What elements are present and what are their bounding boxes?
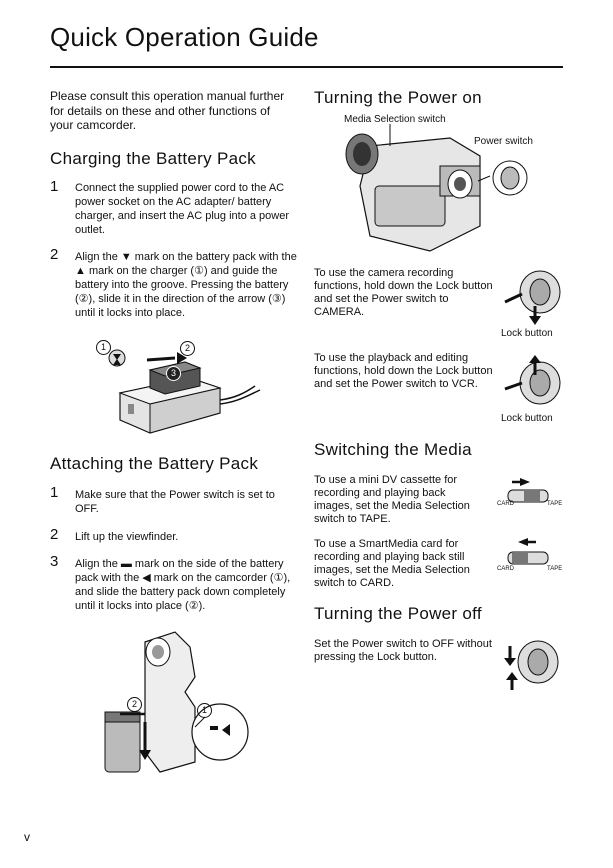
power-off-heading: Turning the Power off xyxy=(314,604,482,623)
card-switch-card-label: CARD xyxy=(497,566,515,572)
battery-charger-illustration xyxy=(95,338,265,440)
switch-card-text: To use a SmartMedia card for recording and playing back still images, set the Media Selection switch to CARD. xyxy=(314,538,470,589)
attaching-step-3-text: Align the ▬ mark on the side of the battery pack with the ◀ mark on the camcorder (①), and slide the battery pack down completely until it locks into place (②). xyxy=(75,558,291,612)
power-off-text: Set the Power switch to OFF without pressing the Lock button. xyxy=(314,638,492,663)
power-dial-off-illustration xyxy=(500,638,560,693)
power-switch-label: Power switch xyxy=(474,136,533,147)
charging-step-2-text: Align the ▼ mark on the battery pack with the ▲ mark on the charger (①) and guide the battery into the groove. Pressing the battery (②), slide it in the direction of the arrow (③) until it locks into place. xyxy=(75,251,297,319)
card-switch-tape-label: TAPE xyxy=(547,566,563,572)
power-dial-vcr-illustration xyxy=(505,355,565,410)
attaching-step-2-num: 2 xyxy=(50,526,59,543)
charging-heading: Charging the Battery Pack xyxy=(50,149,256,168)
charging-callout-3: 3 xyxy=(166,366,181,381)
attaching-heading: Attaching the Battery Pack xyxy=(50,454,259,473)
power-dial-camera-illustration xyxy=(505,270,565,325)
page-number: v xyxy=(24,830,30,844)
battery-attach-illustration xyxy=(100,632,250,777)
charging-callout-2: 2 xyxy=(180,341,195,356)
attaching-callout-1: 1 xyxy=(197,703,212,718)
power-on-heading: Turning the Power on xyxy=(314,88,482,107)
intro-text: Please consult this operation manual further for details on these and other functions of your camcorder. xyxy=(50,89,285,132)
camcorder-illustration xyxy=(340,126,550,256)
attaching-step-3-num: 3 xyxy=(50,553,59,570)
power-camera-text: To use the camera recording functions, hold down the Lock button and set the Power switch to CAMERA. xyxy=(314,267,493,318)
attaching-step-2-text: Lift up the viewfinder. xyxy=(75,531,179,543)
attaching-step-1-num: 1 xyxy=(50,484,59,501)
media-switch-card-illustration xyxy=(500,536,563,572)
charging-step-1-num: 1 xyxy=(50,178,59,195)
lock-button-label-1: Lock button xyxy=(501,328,553,339)
charging-step-2-num: 2 xyxy=(50,246,59,263)
power-vcr-text: To use the playback and editing functions, hold down the Lock button and set the Power switch to VCR. xyxy=(314,352,493,390)
tape-switch-tape-label: TAPE xyxy=(547,501,563,507)
attaching-callout-2: 2 xyxy=(127,697,142,712)
charging-callout-1: 1 xyxy=(96,340,111,355)
lock-button-label-2: Lock button xyxy=(501,413,553,424)
page-title: Quick Operation Guide xyxy=(50,22,319,52)
charging-step-1-text: Connect the supplied power cord to the AC power socket on the AC adapter/ battery charger, and insert the AC plug into a power outlet. xyxy=(75,182,290,236)
switch-tape-text: To use a mini DV cassette for recording and playing back images, set the Media Selection switch to TAPE. xyxy=(314,474,470,525)
attaching-step-1-text: Make sure that the Power switch is set to OFF. xyxy=(75,489,275,515)
tape-switch-card-label: CARD xyxy=(497,501,515,507)
switching-heading: Switching the Media xyxy=(314,440,472,459)
title-rule xyxy=(50,66,563,68)
media-switch-label: Media Selection switch xyxy=(344,114,446,125)
